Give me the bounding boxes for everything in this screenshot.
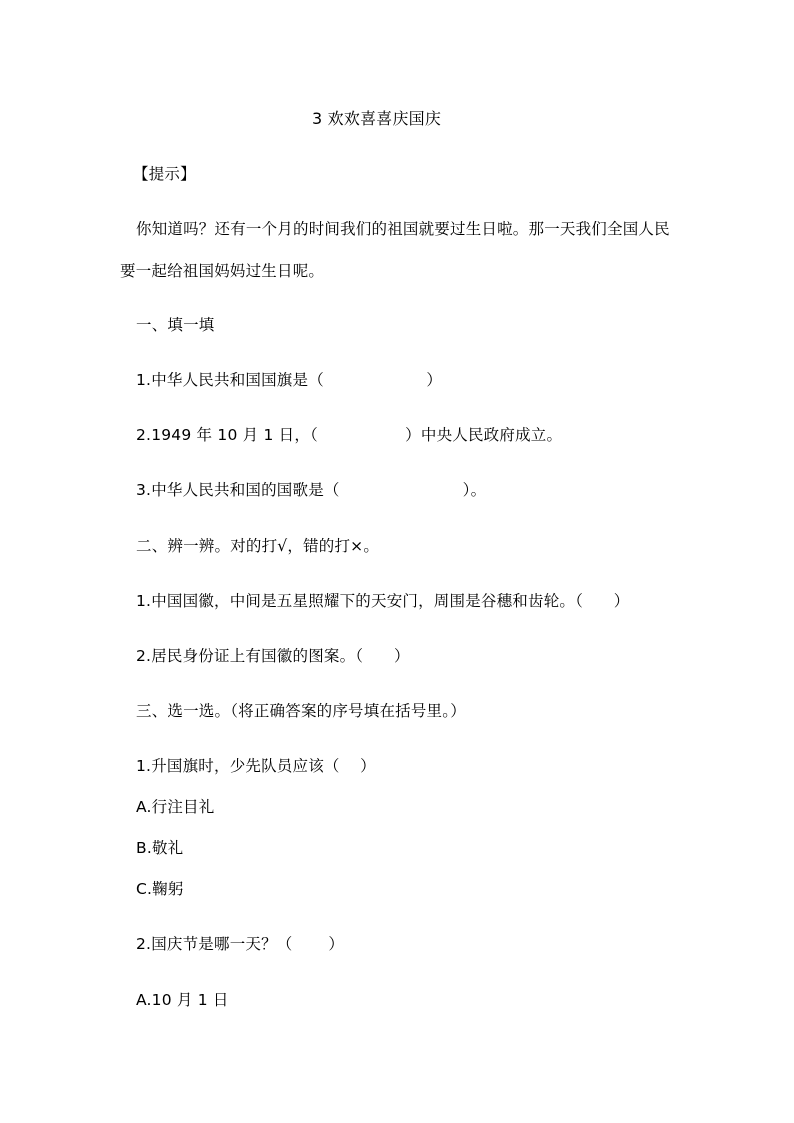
section3-q1-option-b: B.敬礼 bbox=[136, 839, 184, 857]
section1-item-2: 2.1949 年 10 月 1 日，（ ）中央人民政府成立。 bbox=[136, 426, 563, 444]
section1-heading: 一、填一填 bbox=[136, 316, 215, 334]
section2-item-1: 1.中国国徽，中间是五星照耀下的天安门，周围是谷穗和齿轮。（ ） bbox=[136, 592, 630, 610]
page-title: 3 欢欢喜喜庆国庆 bbox=[312, 109, 442, 128]
section3-q1: 1.升国旗时，少先队员应该（ ） bbox=[136, 757, 376, 775]
section1-item-1: 1.中华人民共和国国旗是（ ） bbox=[136, 371, 443, 389]
section3-q1-option-a: A.行注目礼 bbox=[136, 798, 215, 816]
section2-heading: 二、辨一辨。对的打√，错的打×。 bbox=[136, 537, 380, 555]
hint-heading: 【提示】 bbox=[133, 165, 196, 183]
section1-item-3: 3.中华人民共和国的国歌是（ ）。 bbox=[136, 481, 487, 499]
section3-q2-option-a: A.10 月 1 日 bbox=[136, 991, 229, 1009]
section3-heading: 三、选一选。（将正确答案的序号填在括号里。） bbox=[136, 702, 466, 720]
section3-q2: 2.国庆节是哪一天？（ ） bbox=[136, 935, 345, 953]
intro-line-1: 你知道吗？还有一个月的时间我们的祖国就要过生日啦。那一天我们全国人民 bbox=[136, 220, 670, 238]
section2-item-2: 2.居民身份证上有国徽的图案。（ ） bbox=[136, 647, 410, 665]
section3-q1-option-c: C.鞠躬 bbox=[136, 880, 184, 898]
intro-line-2: 要一起给祖国妈妈过生日呢。 bbox=[120, 262, 325, 280]
